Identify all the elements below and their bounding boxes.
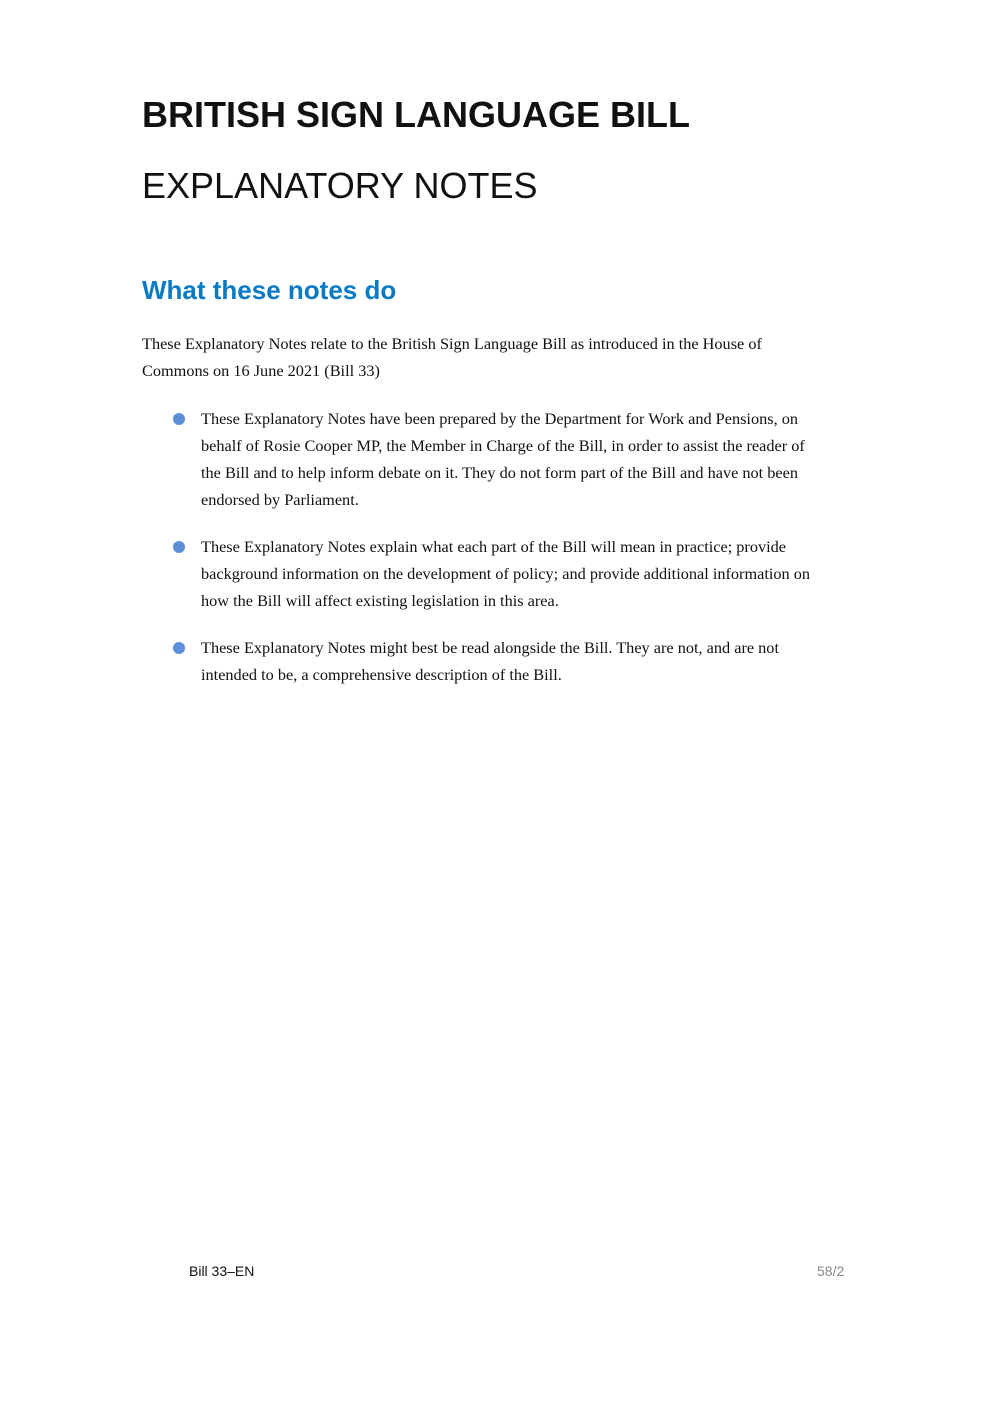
text-line: how the Bill will affect existing legislation in this area. [201, 591, 559, 610]
bullet-item [201, 405, 921, 513]
text-line: the Bill and to help inform debate on it. They do not form part of the Bill and have not been [201, 463, 798, 482]
text-line: These Explanatory Notes have been prepared by the Department for Work and Pensions, on [201, 409, 798, 428]
bullet-dot-icon [173, 642, 185, 654]
text-line: These Explanatory Notes explain what each part of the Bill will mean in practice; provide [201, 537, 787, 556]
document-title: BRITISH SIGN LANGUAGE BILL [142, 94, 690, 135]
bullet-item [201, 634, 921, 688]
text-line: endorsed by Parliament. [201, 490, 359, 509]
section-heading: What these notes do [142, 275, 397, 305]
document-subtitle: EXPLANATORY NOTES [142, 165, 538, 206]
text-line: behalf of Rosie Cooper MP, the Member in Charge of the Bill, in order to assist the reader of [201, 436, 805, 455]
bullet-dot-icon [173, 413, 185, 425]
text-line: background information on the development of policy; and provide additional information on [201, 564, 811, 583]
footer-page-reference: 58/2 [817, 1263, 845, 1279]
bullet-item [201, 533, 921, 614]
bullet-dot-icon [173, 541, 185, 553]
text-line: Commons on 16 June 2021 (Bill 33) [142, 361, 380, 380]
intro-paragraph [142, 330, 922, 384]
text-line: These Explanatory Notes relate to the British Sign Language Bill as introduced in the House of [142, 334, 762, 353]
text-line: intended to be, a comprehensive description of the Bill. [201, 665, 562, 684]
text-line: These Explanatory Notes might best be read alongside the Bill. They are not, and are not [201, 638, 779, 657]
footer-bill-reference: Bill 33–EN [189, 1263, 255, 1279]
